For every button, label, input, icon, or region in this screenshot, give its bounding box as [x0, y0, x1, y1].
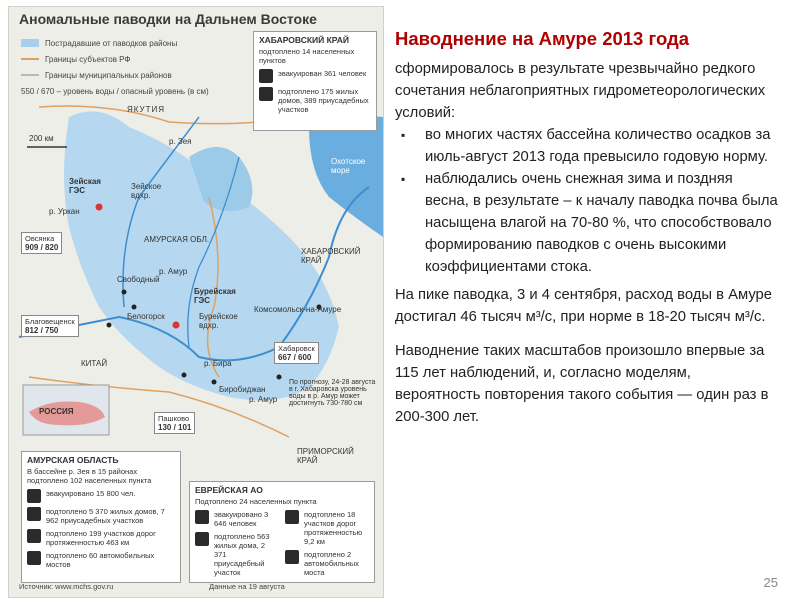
person-icon [259, 69, 273, 83]
bridge-icon [285, 550, 299, 564]
box-item: эвакуировано 3 646 человек [214, 510, 269, 528]
box-row [27, 507, 175, 525]
box-item: эвакуировано 15 800 чел. [46, 489, 136, 498]
legend-item [21, 35, 209, 51]
box-item: подтоплено 5 370 жилых домов, 7 962 приусадебных участков [46, 507, 165, 525]
legend-swatch [21, 74, 39, 76]
place-label: Комсомольск-на-Амуре [254, 305, 342, 314]
box-item: подтоплено 563 жилых дома, 2 371 приусадебный участок [214, 532, 270, 577]
city-marker [277, 375, 282, 380]
box-row [27, 489, 175, 503]
road-icon [27, 529, 41, 543]
flood-map [8, 6, 384, 598]
box-item: подтоплено 60 автомобильных мостов [46, 551, 155, 569]
page-number: 25 [763, 575, 778, 590]
road-icon [285, 510, 299, 524]
forecast-note: По прогнозу, 24-28 августа в г. Хабаровска уровень воды в р. Амур может достигнуть 730-780 см [289, 379, 376, 407]
khabarovsk-info-box [253, 31, 377, 131]
legend-label: Пострадавшие от паводков районы [45, 38, 178, 48]
house-icon [195, 532, 209, 546]
box-row [27, 551, 175, 569]
box-row [195, 510, 279, 528]
gauge-ovsyanka [21, 232, 62, 254]
city-marker [122, 290, 127, 295]
region-label: ХАБАРОВСКИЙ КРАЙ [301, 247, 361, 265]
legend-swatch [21, 39, 39, 47]
place-label: р. Зея [169, 137, 192, 146]
place-label: Бурейская ГЭС [194, 287, 236, 305]
dam-marker [96, 204, 103, 211]
gauge-name: Хабаровск [278, 344, 315, 353]
gauge-value: 130 / 101 [158, 423, 192, 432]
box-subtitle: Подтоплено 24 населенных пункта [195, 497, 317, 506]
gauge-value: 909 / 820 [25, 243, 59, 252]
gauge-name: Овсянка [25, 234, 55, 243]
peak-paragraph: На пике паводка, 3 и 4 сентября, расход воды в Амуре достигал 46 тысяч м³/с, при норме в 18-20 тысяч м³/с. [395, 287, 773, 325]
box-row [195, 532, 279, 577]
russia-label: РОССИЯ [39, 407, 74, 416]
city-marker [212, 380, 217, 385]
place-label: р. Амур [249, 395, 278, 404]
place-label: Зейская ГЭС [69, 177, 101, 195]
legend-item [21, 51, 209, 67]
amur-oblast-info-box [21, 451, 181, 583]
legend-level: 550 / 670 – уровень воды / опасный уровень (в см) [21, 86, 209, 96]
box-item: подтоплено 18 участков дорог протяженностью 9,2 км [304, 510, 363, 546]
place-label: Белогорск [127, 312, 165, 321]
map-source: Источник: www.mchs.gov.ru [19, 582, 114, 591]
place-label: Свободный [117, 275, 160, 284]
box-title: ХАБАРОВСКИЙ КРАЙ [259, 35, 349, 45]
box-row [27, 529, 175, 547]
box-column [195, 506, 279, 577]
scale-label: 200 км [29, 134, 54, 143]
region-label: АМУРСКАЯ ОБЛ. [144, 235, 210, 244]
cause-list [395, 124, 780, 278]
dam-marker [173, 322, 180, 329]
gauge-blagoveshchensk [21, 315, 79, 337]
city-marker [182, 373, 187, 378]
house-icon [259, 87, 273, 101]
gauge-pashkovo [154, 412, 195, 434]
house-icon [27, 507, 41, 521]
person-icon [27, 489, 41, 503]
box-column [285, 506, 369, 577]
list-item: ▪ во многих частях бассейна количество осадков за июль-август 2013 года превысило годовую норму. [395, 124, 780, 168]
conclusion-paragraph: Наводнение таких масштабов произошло впервые за 115 лет наблюдений, и, согласно моделям, вероятность повторения такого события — один раз в 200-300 лет. [395, 343, 769, 425]
gauge-khabarovsk [274, 342, 319, 364]
city-marker [132, 305, 137, 310]
map-title: Аномальные паводки на Дальнем Востоке [19, 11, 317, 27]
gauge-name: Пашково [158, 414, 190, 423]
box-item: подтоплено 2 автомобильных моста [304, 550, 359, 577]
box-row [259, 69, 371, 83]
map-legend [21, 35, 209, 99]
box-row [285, 510, 369, 546]
box-subtitle: подтоплено 14 населенных пунктов [259, 47, 355, 65]
slide-text [395, 28, 780, 428]
box-title: АМУРСКАЯ ОБЛАСТЬ [27, 455, 119, 465]
gauge-name: Благовещенск [25, 317, 75, 326]
region-label: ПРИМОРСКИЙ КРАЙ [297, 447, 354, 465]
map-date: Данные на 19 августа [209, 582, 285, 591]
place-label: Бурейское вдхр. [199, 312, 238, 330]
place-label: Биробиджан [219, 385, 266, 394]
person-icon [195, 510, 209, 524]
legend-label: Границы субъектов РФ [45, 54, 131, 64]
box-row [285, 550, 369, 577]
intro-paragraph: сформировалось в результате чрезвычайно редкого сочетания неблагоприятных гидрометеорологических условий: [395, 61, 766, 121]
place-label: р. Бира [204, 359, 232, 368]
box-columns [195, 506, 369, 577]
place-label: р. Уркан [49, 207, 80, 216]
bridge-icon [27, 551, 41, 565]
jewish-ao-info-box [189, 481, 375, 583]
list-item: ▪ наблюдались очень снежная зима и поздняя весна, в результате – к началу паводка почва была насыщена влагой на 70-80 %, что способствовало формированию паводков с очень высокими коэффициентами стока. [395, 168, 780, 278]
box-item: подтоплено 199 участков дорог протяженностью 463 км [46, 529, 156, 547]
box-row [259, 87, 371, 114]
region-label: ЯКУТИЯ [127, 105, 166, 114]
legend-item [21, 67, 209, 83]
box-subtitle: В бассейне р. Зея в 15 районах подтоплено 102 населенных пункта [27, 467, 152, 485]
region-label: Охотское море [331, 157, 366, 175]
box-title: ЕВРЕЙСКАЯ АО [195, 485, 263, 495]
city-marker [107, 323, 112, 328]
place-label: Зейское вдхр. [131, 182, 162, 200]
gauge-value: 812 / 750 [25, 326, 59, 335]
region-label: КИТАЙ [81, 359, 108, 368]
box-item: подтоплено 175 жилых домов, 389 приусадебных участков [278, 87, 369, 114]
box-item: эвакуирован 361 человек [278, 69, 367, 78]
legend-label: Границы муниципальных районов [45, 70, 172, 80]
slide-heading: Наводнение на Амуре 2013 года [395, 28, 690, 49]
gauge-value: 667 / 600 [278, 353, 312, 362]
legend-swatch [21, 58, 39, 60]
place-label: р. Амур [159, 267, 188, 276]
